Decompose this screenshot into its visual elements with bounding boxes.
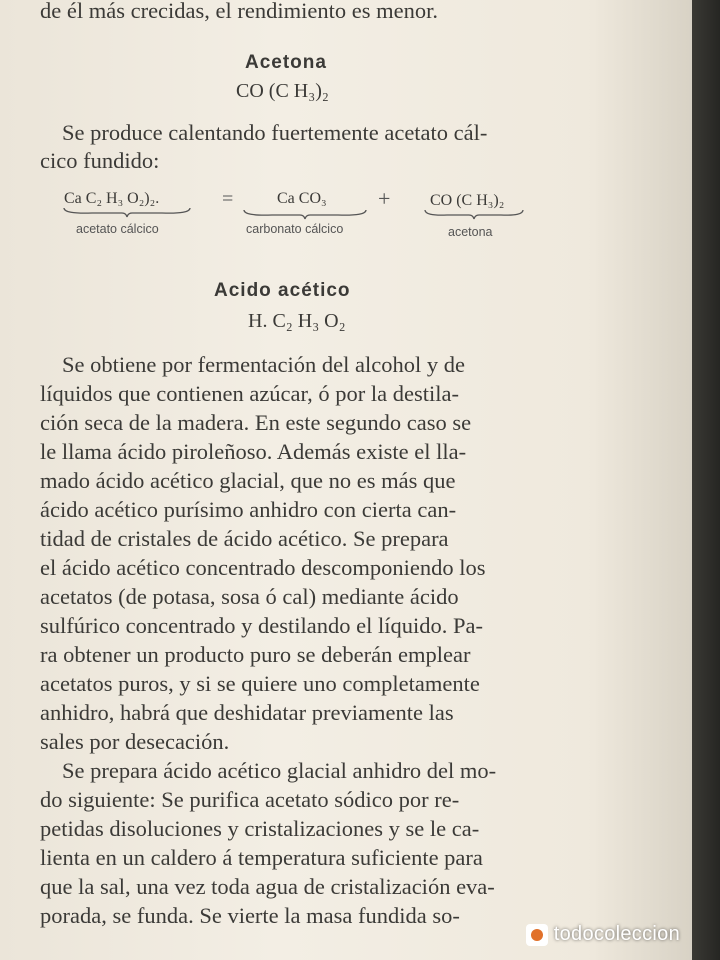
watermark-text: todocoleccion [553, 923, 680, 945]
equation-plus: + [378, 186, 391, 211]
paragraph-line: el ácido acético concentrado descomponiendo los [40, 555, 486, 580]
label-acetona: acetona [448, 225, 493, 239]
paragraph-line: petidas disoluciones y cristalizaciones y se le ca- [40, 816, 480, 841]
paragraph-line: ácido acético purísimo anhidro con cierta can- [40, 497, 457, 522]
paragraph-line: sulfúrico concentrado y destilando el líquido. Pa- [40, 613, 484, 638]
acido-title: Acido acético [214, 280, 351, 301]
paragraph-line: le llama ácido piroleñoso. Además existe el lla- [40, 439, 467, 464]
intro-line: de él más crecidas, el rendimiento es menor. [40, 0, 438, 23]
label-acetato-calcico: acetato cálcico [76, 222, 159, 236]
todocoleccion-logo-icon [526, 924, 548, 946]
acido-formula: H. C₂ H₃ O₂ [248, 310, 346, 332]
paragraph-line: sales por desecación. [40, 729, 230, 754]
brace-acetato [62, 206, 192, 218]
paragraph-line: do siguiente: Se purifica acetato sódico por re- [40, 787, 460, 812]
label-carbonato-calcico: carbonato cálcico [246, 222, 344, 236]
paragraph-line: lienta en un caldero á temperatura suficiente para [40, 845, 483, 870]
book-binding-edge [692, 0, 720, 960]
paragraph-line: Se prepara ácido acético glacial anhidro del mo- [62, 758, 497, 783]
paragraph-line: Se obtiene por fermentación del alcohol y de [62, 352, 465, 377]
paragraph-line: anhidro, habrá que deshidatar previamente las [40, 700, 454, 725]
equation-right: CO (C H₃)₂ [430, 192, 505, 209]
watermark [526, 923, 680, 946]
brace-acetona [423, 208, 525, 220]
paragraph-line: mado ácido acético glacial, que no es más que [40, 468, 456, 493]
paragraph-line: porada, se funda. Se vierte la masa fundida so- [40, 903, 460, 928]
paragraph-line: tidad de cristales de ácido acético. Se prepara [40, 526, 449, 551]
equation-left: Ca C₂ H₃ O₂)₂. [64, 190, 160, 207]
acetona-text-line: cico fundido: [40, 148, 160, 173]
acetona-formula: CO (C H₃)₂ [236, 80, 329, 102]
acetona-text-line: Se produce calentando fuertemente acetato cál- [62, 120, 488, 145]
paragraph-line: acetatos (de potasa, sosa ó cal) mediante ácido [40, 584, 459, 609]
paragraph-line: ción seca de la madera. En este segundo caso se [40, 410, 472, 435]
equation-middle: Ca CO₃ [277, 190, 327, 207]
brace-carbonato [242, 208, 368, 220]
paragraph-line: que la sal, una vez toda agua de cristalización eva- [40, 874, 495, 899]
equation-equals: = [222, 188, 234, 210]
paragraph-line: ra obtener un producto puro se deberán emplear [40, 642, 471, 667]
acetona-title: Acetona [245, 52, 327, 73]
paragraph-line: acetatos puros, y si se quiere uno completamente [40, 671, 480, 696]
paragraph-line: líquidos que contienen azúcar, ó por la destila- [40, 381, 459, 406]
